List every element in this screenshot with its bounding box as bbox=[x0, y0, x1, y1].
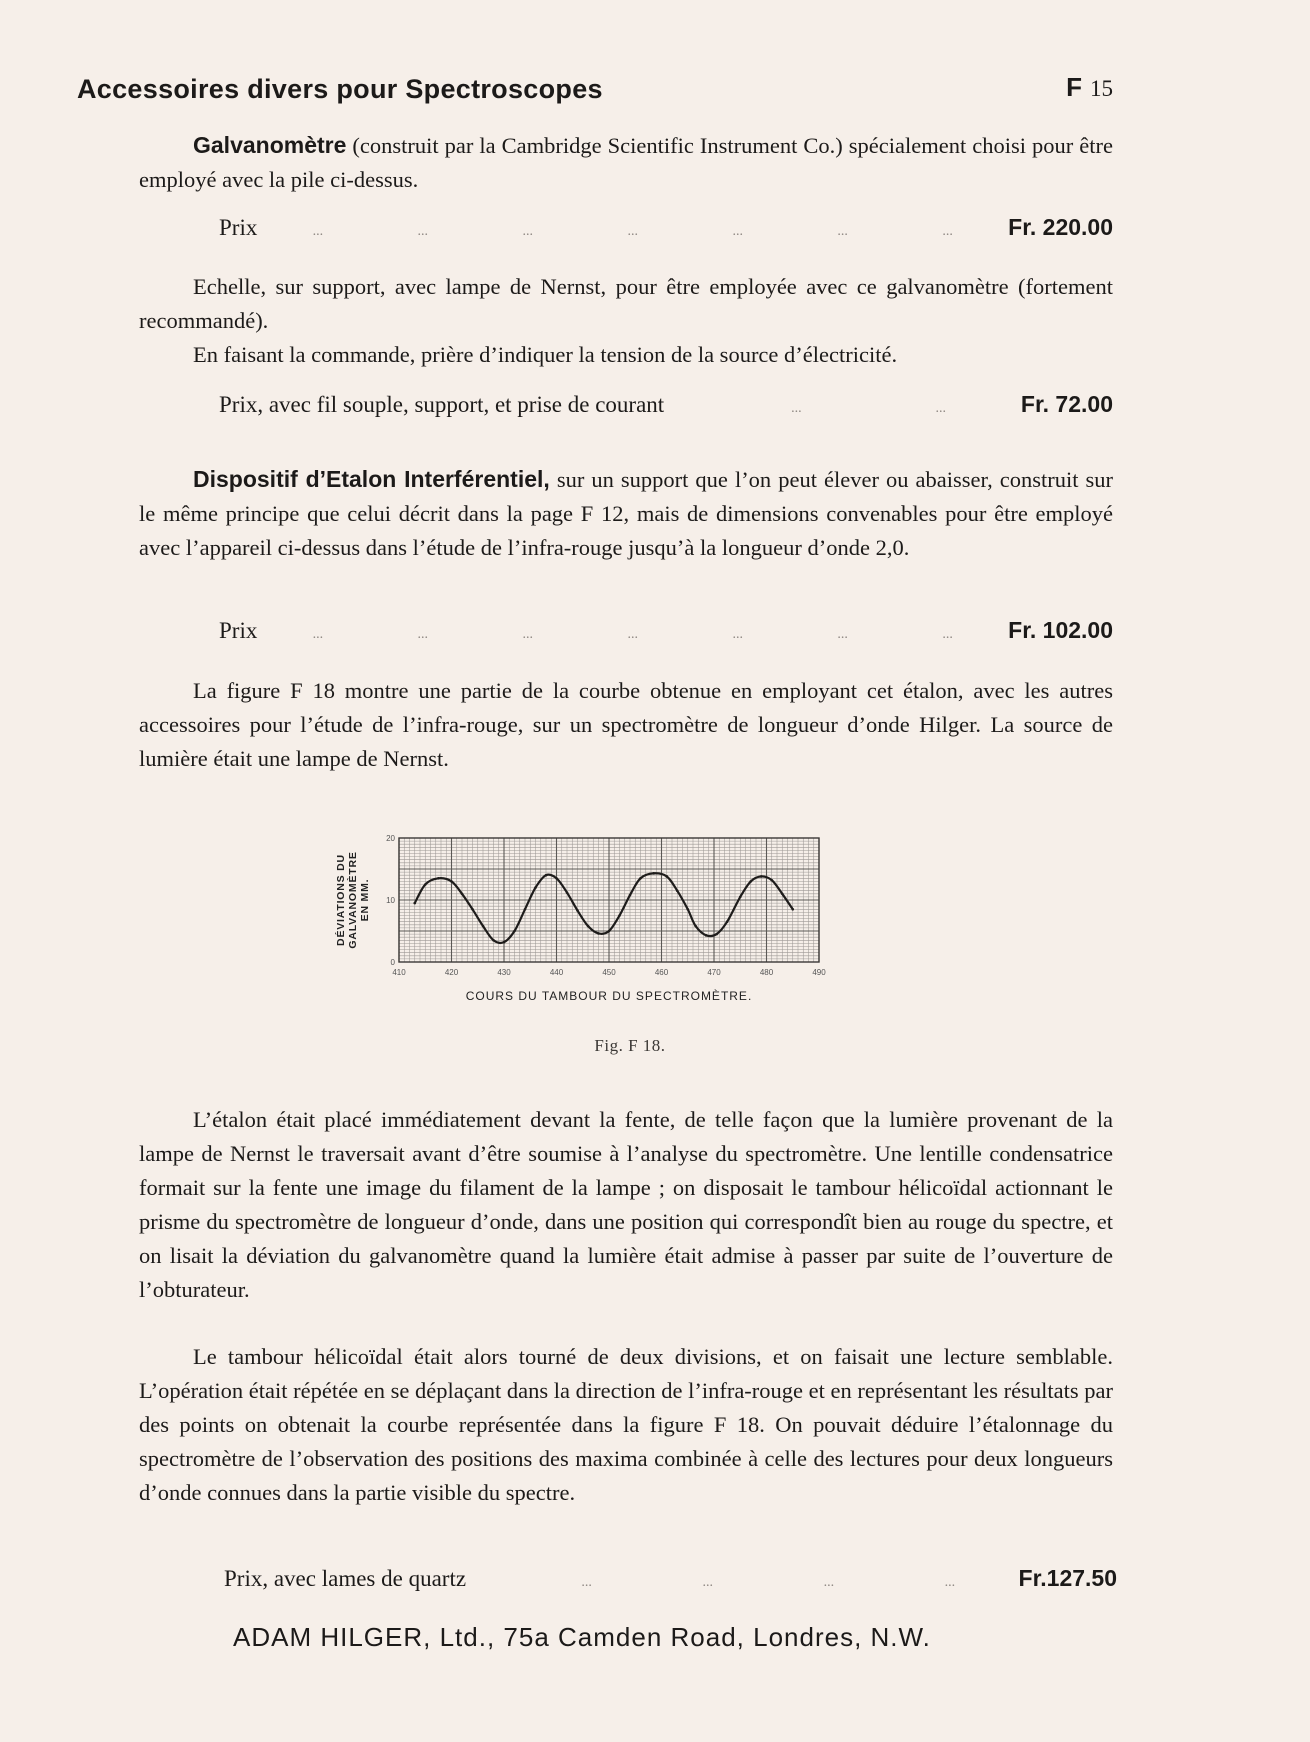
y-axis-label bbox=[334, 851, 371, 948]
echelle-note: En faisant la commande, prière d’indiquer la tension de la source d’électricité. bbox=[193, 342, 898, 367]
data-point bbox=[413, 902, 416, 905]
data-point bbox=[629, 894, 632, 897]
data-point bbox=[686, 908, 689, 911]
x-tick-label: 420 bbox=[444, 968, 459, 977]
galvanometer-deviation-chart bbox=[330, 820, 930, 1020]
x-tick-label: 480 bbox=[759, 968, 774, 977]
price-row-etalon bbox=[219, 617, 1113, 651]
data-point bbox=[450, 880, 453, 883]
price-label: Prix, avec lames de quartz bbox=[224, 1566, 467, 1591]
y-axis-label-line: GALVANOMÈTRE bbox=[347, 851, 359, 949]
page-reference bbox=[1066, 72, 1113, 103]
x-tick-label: 450 bbox=[602, 968, 616, 977]
dot-leader: ... ... ... ... ... ... ... bbox=[312, 627, 953, 642]
data-point bbox=[715, 933, 718, 936]
data-point bbox=[545, 874, 548, 877]
price-amount: Fr. 220.00 bbox=[1008, 214, 1113, 240]
y-tick-label: 20 bbox=[386, 834, 395, 843]
data-point bbox=[665, 875, 668, 878]
data-point bbox=[597, 932, 600, 935]
galvanometre-name: Galvanomètre bbox=[193, 132, 347, 158]
price-amount: Fr. 102.00 bbox=[1008, 617, 1113, 643]
data-point bbox=[424, 883, 427, 886]
x-tick-label: 490 bbox=[812, 968, 826, 977]
y-tick-label: 10 bbox=[386, 896, 395, 905]
page-title: Accessoires divers pour Spectroscopes bbox=[77, 74, 603, 104]
price-row-galvanometre bbox=[219, 214, 1113, 248]
y-tick-label: 0 bbox=[390, 958, 395, 967]
etalon-description: Dispositif d’Etalon Interférentiel, sur un support que l’on peut élever ou abaisser, construit sur le même principe que celui décrit dans la page F 12, mais de dimensions convenables pour être employé avec l’appareil ci-dessus dans l’étude de l’infra-rouge jusqu’à la longueur d’onde 2,0. bbox=[139, 466, 1113, 560]
data-point bbox=[524, 908, 527, 911]
data-point bbox=[513, 930, 516, 933]
price-amount: Fr.127.50 bbox=[1018, 1565, 1117, 1591]
price-row-echelle bbox=[219, 391, 1113, 425]
data-point bbox=[770, 879, 773, 882]
data-point bbox=[749, 880, 752, 883]
data-point bbox=[492, 939, 495, 942]
figure-intro: La figure F 18 montre une partie de la courbe obtenue en employant cet étalon, avec les autres accessoires pour l’étude de l’infra-rouge, sur un spectromètre de longueur d’onde Hilger. La source de lumière était une lampe de Nernst. bbox=[139, 678, 1113, 771]
y-tick-labels bbox=[386, 834, 395, 967]
data-point bbox=[471, 908, 474, 911]
x-axis-label: COURS DU TAMBOUR DU SPECTROMÈTRE. bbox=[465, 989, 753, 1003]
data-point bbox=[576, 909, 579, 912]
price-amount: Fr. 72.00 bbox=[1020, 391, 1113, 417]
data-point bbox=[676, 889, 679, 892]
data-point bbox=[694, 925, 697, 928]
x-tick-labels bbox=[392, 968, 826, 977]
data-point bbox=[618, 914, 621, 917]
dot-leader: ... ... ... ... bbox=[581, 1575, 956, 1590]
x-tick-label: 460 bbox=[654, 968, 669, 977]
figure-f18 bbox=[330, 820, 930, 1020]
data-point bbox=[726, 920, 729, 923]
x-tick-label: 470 bbox=[707, 968, 721, 977]
data-point bbox=[437, 877, 440, 880]
data-point bbox=[587, 925, 590, 928]
method-paragraph-1: L’étalon était placé immédiatement devant la fente, de telle façon que la lumière provenant de la lampe de Nernst le traversait avant d’être soumise à l’analyse du spectromètre. Une lentille condensatrice formait sur la fente une image du filament de la lampe ; on disposait le tambour hélicoïdal actionnant le prisme du spectromètre de longueur d’onde, dans une position qui correspondît bien au rouge du spectre, et on lisait la déviation du galvanomètre quand la lumière était admise à passer par suite de l’ouverture de l’obturateur. bbox=[139, 1107, 1113, 1302]
data-point bbox=[739, 896, 742, 899]
dot-leader: ... ... bbox=[791, 401, 946, 416]
running-head bbox=[77, 70, 1113, 110]
data-point bbox=[791, 908, 794, 911]
data-point bbox=[652, 872, 655, 875]
price-row-quartz bbox=[224, 1565, 1117, 1599]
data-point bbox=[781, 893, 784, 896]
data-point bbox=[760, 875, 763, 878]
y-axis-label-line: EN MM. bbox=[359, 878, 371, 922]
data-point bbox=[608, 930, 611, 933]
data-point bbox=[503, 941, 506, 944]
echelle-description: Echelle, sur support, avec lampe de Nernst, pour être employée avec ce galvanomètre (fortement recommandé). bbox=[139, 274, 1113, 333]
galvanometre-description: Galvanomètre (construit par la Cambridge Scientific Instrument Co.) spécialement choisi pour être employé avec la pile ci-dessus. bbox=[139, 132, 1113, 192]
y-axis-label-line: DÉVIATIONS DU bbox=[335, 854, 347, 946]
method-paragraph-2: Le tambour hélicoïdal était alors tourné de deux divisions, et on faisait une lecture semblable. L’opération était répétée en se déplaçant dans la direction de l’infra-rouge et en représentant les résultats par des points on obtenait la courbe représentée dans la figure F 18. On pouvait déduire l’étalonnage du spectromètre de l’observation des positions des maxima combinée à celle des lectures pour deux longueurs d’onde connues dans la partie visible du spectre. bbox=[139, 1344, 1113, 1505]
x-tick-label: 410 bbox=[392, 968, 406, 977]
data-point bbox=[566, 891, 569, 894]
publisher-address: ADAM HILGER, Ltd., 75a Camden Road, Londres, N.W. bbox=[233, 1622, 931, 1652]
etalon-name: Dispositif d’Etalon Interférentiel, bbox=[193, 466, 550, 492]
figure-caption: Fig. F 18. bbox=[594, 1036, 666, 1055]
price-label: Prix bbox=[219, 215, 258, 240]
data-point bbox=[482, 925, 485, 928]
x-tick-label: 430 bbox=[497, 968, 511, 977]
data-point bbox=[705, 934, 708, 937]
data-point bbox=[534, 886, 537, 889]
price-label: Prix bbox=[219, 618, 258, 643]
data-point bbox=[461, 893, 464, 896]
data-point bbox=[639, 877, 642, 880]
section-letter: F bbox=[1066, 72, 1082, 102]
price-label: Prix, avec fil souple, support, et prise de courant bbox=[219, 392, 665, 417]
x-tick-label: 440 bbox=[549, 968, 564, 977]
page-number: 15 bbox=[1090, 76, 1113, 101]
dot-leader: ... ... ... ... ... ... ... bbox=[312, 224, 953, 239]
data-point bbox=[555, 877, 558, 880]
